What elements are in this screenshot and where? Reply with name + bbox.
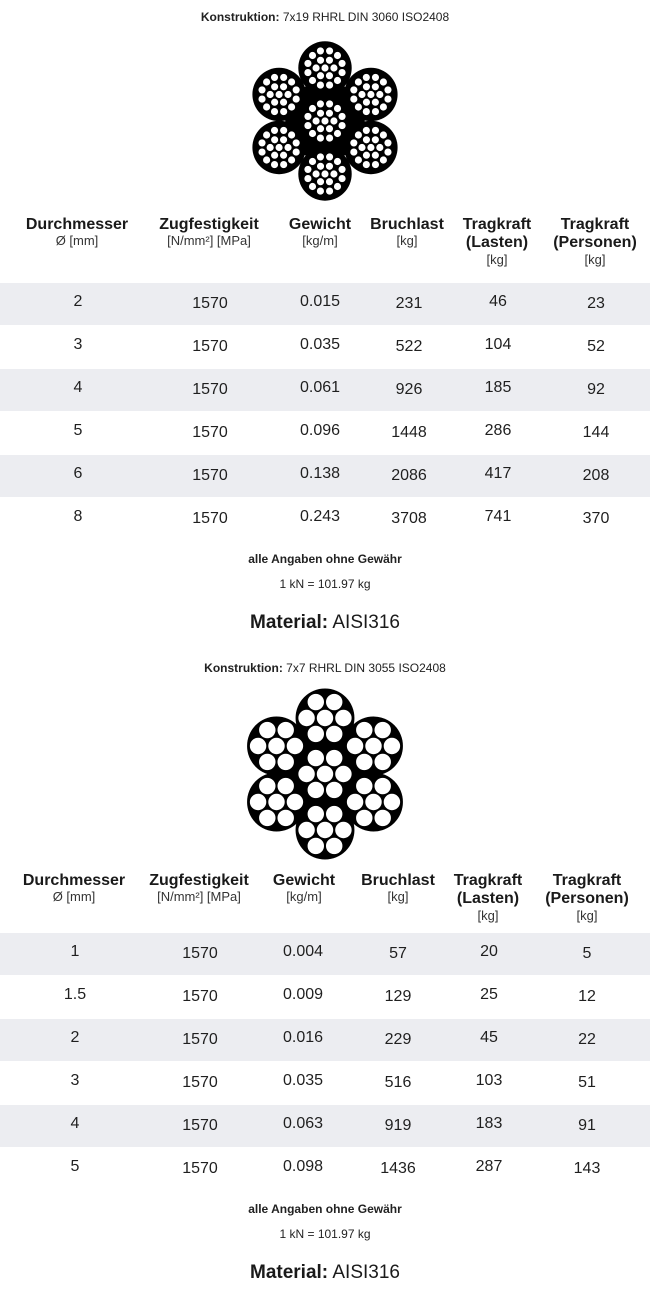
wire — [371, 107, 380, 116]
cell-capacity-persons: 144 — [582, 424, 610, 441]
wire — [371, 160, 380, 169]
cell-diameter: 4 — [73, 379, 83, 396]
construction-label: Konstruktion: — [204, 661, 283, 675]
cell-breaking-load: 516 — [384, 1074, 412, 1091]
table-row — [0, 1062, 650, 1104]
wire — [362, 73, 371, 82]
wire — [267, 793, 285, 811]
wire — [325, 837, 343, 855]
wire — [364, 737, 382, 755]
rope-cross-section-7x7-diagram — [234, 688, 416, 860]
cell-weight: 0.063 — [282, 1115, 324, 1132]
material-line — [0, 612, 650, 634]
wire — [292, 139, 301, 148]
material-line — [0, 1262, 650, 1284]
wire — [338, 59, 347, 68]
table-row — [0, 1148, 650, 1190]
wire — [249, 793, 267, 811]
cell-capacity-loads: 45 — [480, 1029, 498, 1046]
col-header-breaking-load: Bruchlast [kg] — [361, 872, 435, 905]
cell-weight: 0.035 — [282, 1072, 324, 1089]
cell-tensile-strength: 1570 — [192, 424, 228, 441]
wire — [258, 95, 267, 104]
wire — [349, 95, 358, 104]
cell-tensile-strength: 1570 — [182, 945, 218, 962]
wire — [270, 135, 279, 144]
wire — [384, 139, 393, 148]
wire — [279, 107, 288, 116]
table-row — [0, 412, 650, 454]
wire — [258, 148, 267, 157]
wire — [304, 174, 313, 183]
wire — [383, 793, 401, 811]
wire — [270, 73, 279, 82]
strand — [252, 68, 305, 121]
cell-tensile-strength: 1570 — [182, 1031, 218, 1048]
cell-breaking-load: 57 — [389, 945, 407, 962]
wire — [374, 777, 392, 795]
cell-capacity-persons: 208 — [582, 467, 610, 484]
wire — [298, 765, 316, 783]
strand — [344, 121, 397, 174]
wire — [307, 749, 325, 767]
wire — [316, 56, 325, 65]
wire — [316, 153, 325, 162]
wire — [307, 805, 325, 823]
wire — [374, 721, 392, 739]
cell-capacity-loads: 20 — [480, 943, 498, 960]
cell-capacity-loads: 25 — [480, 986, 498, 1003]
wire — [355, 777, 373, 795]
cell-weight: 0.061 — [299, 379, 341, 396]
wire — [267, 737, 285, 755]
wire — [277, 753, 295, 771]
cell-capacity-loads: 183 — [475, 1115, 503, 1132]
table-row — [0, 1019, 650, 1061]
cell-weight: 0.016 — [282, 1029, 324, 1046]
wire — [325, 109, 334, 118]
wire — [316, 709, 334, 727]
wire — [325, 693, 343, 711]
wire — [364, 793, 382, 811]
wire — [307, 693, 325, 711]
wire — [371, 98, 380, 107]
wire — [298, 709, 316, 727]
col-header-tensile-strength: Zugfestigkeit [N/mm²] [MPa] — [149, 872, 249, 905]
wire — [325, 124, 334, 133]
cell-capacity-loads: 103 — [475, 1072, 503, 1089]
wire — [371, 82, 380, 91]
wire — [307, 781, 325, 799]
cell-capacity-persons: 92 — [587, 381, 605, 398]
cell-breaking-load: 926 — [395, 381, 423, 398]
strand — [344, 68, 397, 121]
wire — [277, 777, 295, 795]
col-header-capacity-loads: Tragkraft (Lasten) [kg] — [462, 216, 532, 267]
col-header-capacity-loads: Tragkraft (Lasten) [kg] — [453, 872, 523, 923]
wire — [292, 86, 301, 95]
wire — [334, 821, 352, 839]
construction-label: Konstruktion: — [200, 10, 280, 24]
col-header-breaking-load: Bruchlast [kg] — [370, 216, 444, 249]
wire — [279, 151, 288, 160]
wire — [374, 753, 392, 771]
wire — [307, 837, 325, 855]
wire — [286, 793, 304, 811]
cell-tensile-strength: 1570 — [192, 381, 228, 398]
material-label: Material: — [250, 1262, 329, 1283]
wire — [334, 709, 352, 727]
col-header-weight: Gewicht [kg/m] — [288, 216, 352, 249]
wire — [279, 82, 288, 91]
rope-cross-section-7x19-diagram — [245, 36, 405, 206]
cell-weight: 0.004 — [282, 943, 324, 960]
cell-capacity-persons: 5 — [582, 945, 592, 962]
strand — [298, 94, 351, 147]
cell-capacity-persons: 143 — [573, 1160, 601, 1177]
wire — [279, 98, 288, 107]
cell-diameter: 1 — [70, 943, 80, 960]
wire — [325, 725, 343, 743]
wire — [277, 721, 295, 739]
cell-capacity-persons: 12 — [578, 988, 596, 1005]
cell-tensile-strength: 1570 — [192, 467, 228, 484]
wire — [325, 71, 334, 80]
wire — [383, 737, 401, 755]
cell-breaking-load: 231 — [395, 295, 423, 312]
cell-breaking-load: 3708 — [391, 510, 427, 527]
wire — [316, 821, 334, 839]
col-header-diameter: Durchmesser Ø [mm] — [22, 872, 126, 905]
cell-capacity-loads: 741 — [484, 508, 512, 525]
wire — [286, 737, 304, 755]
cell-diameter: 3 — [73, 336, 83, 353]
wire — [371, 151, 380, 160]
cell-diameter: 8 — [73, 508, 83, 525]
wire — [258, 809, 276, 827]
cell-capacity-loads: 286 — [484, 422, 512, 439]
wire — [338, 112, 347, 121]
disclaimer-note: alle Angaben ohne Gewähr — [248, 1202, 402, 1216]
cell-capacity-loads: 104 — [484, 336, 512, 353]
wire — [316, 109, 325, 118]
cell-diameter: 5 — [73, 422, 83, 439]
unit-conversion-note: 1 kN = 101.97 kg — [279, 577, 371, 591]
table-row — [0, 976, 650, 1018]
strand — [298, 41, 351, 94]
col-header-weight: Gewicht [kg/m] — [272, 872, 336, 905]
cell-capacity-loads: 46 — [489, 293, 507, 310]
strand — [298, 147, 351, 200]
table-row — [0, 1105, 650, 1147]
table-row — [0, 498, 650, 540]
construction-line — [0, 661, 650, 675]
wire — [304, 68, 313, 77]
cell-diameter: 1.5 — [63, 986, 87, 1003]
table-row — [0, 369, 650, 411]
wire — [325, 56, 334, 65]
table-row — [0, 283, 650, 325]
wire — [325, 805, 343, 823]
wire — [304, 121, 313, 130]
cell-tensile-strength: 1570 — [182, 988, 218, 1005]
wire — [249, 737, 267, 755]
cell-weight: 0.015 — [299, 293, 341, 310]
wire — [338, 165, 347, 174]
wire — [374, 809, 392, 827]
wire — [270, 126, 279, 135]
wire — [316, 100, 325, 109]
col-header-capacity-persons: Tragkraft (Personen) [kg] — [553, 216, 637, 267]
cell-capacity-persons: 22 — [578, 1031, 596, 1048]
cell-capacity-persons: 51 — [578, 1074, 596, 1091]
col-header-diameter: Durchmesser Ø [mm] — [25, 216, 129, 249]
cell-weight: 0.098 — [282, 1158, 324, 1175]
cell-tensile-strength: 1570 — [192, 338, 228, 355]
wire — [307, 725, 325, 743]
table-row — [0, 455, 650, 497]
wire — [362, 135, 371, 144]
cell-diameter: 3 — [70, 1072, 80, 1089]
cell-weight: 0.243 — [299, 508, 341, 525]
table-row — [0, 326, 650, 368]
material-label: Material: — [250, 612, 329, 633]
cell-breaking-load: 522 — [395, 338, 423, 355]
cell-diameter: 6 — [73, 465, 83, 482]
cell-breaking-load: 919 — [384, 1117, 412, 1134]
wire — [325, 187, 334, 196]
construction-value: 7x19 RHRL DIN 3060 ISO2408 — [282, 10, 450, 24]
cell-weight: 0.035 — [299, 336, 341, 353]
wire — [325, 134, 334, 143]
cell-breaking-load: 129 — [384, 988, 412, 1005]
wire — [258, 753, 276, 771]
construction-line — [0, 10, 650, 24]
wire — [316, 162, 325, 171]
wire — [298, 821, 316, 839]
cell-capacity-loads: 185 — [484, 379, 512, 396]
col-header-tensile-strength: Zugfestigkeit [N/mm²] [MPa] — [159, 216, 259, 249]
wire — [277, 809, 295, 827]
construction-value: 7x7 RHRL DIN 3055 ISO2408 — [286, 661, 446, 675]
wire — [270, 82, 279, 91]
wire — [325, 177, 334, 186]
cell-capacity-persons: 370 — [582, 510, 610, 527]
wire — [258, 777, 276, 795]
cell-breaking-load: 229 — [384, 1031, 412, 1048]
cell-diameter: 2 — [70, 1029, 80, 1046]
cell-tensile-strength: 1570 — [182, 1074, 218, 1091]
cell-capacity-persons: 23 — [587, 295, 605, 312]
cell-capacity-loads: 287 — [475, 1158, 503, 1175]
wire — [316, 765, 334, 783]
wire — [349, 148, 358, 157]
wire — [325, 781, 343, 799]
wire — [316, 47, 325, 56]
table-row — [0, 933, 650, 975]
material-value: AISI316 — [332, 612, 400, 633]
wire — [279, 160, 288, 169]
disclaimer-note: alle Angaben ohne Gewähr — [248, 552, 402, 566]
col-header-capacity-persons: Tragkraft (Personen) [kg] — [545, 872, 629, 923]
wire — [355, 753, 373, 771]
wire — [258, 721, 276, 739]
cell-tensile-strength: 1570 — [182, 1160, 218, 1177]
wire — [384, 86, 393, 95]
cell-tensile-strength: 1570 — [192, 510, 228, 527]
material-value: AISI316 — [332, 1262, 400, 1283]
cell-capacity-loads: 417 — [484, 465, 512, 482]
cell-breaking-load: 1448 — [391, 424, 427, 441]
wire — [346, 793, 364, 811]
cell-diameter: 4 — [70, 1115, 80, 1132]
cell-breaking-load: 1436 — [380, 1160, 416, 1177]
wire — [325, 749, 343, 767]
cell-breaking-load: 2086 — [391, 467, 427, 484]
wire — [355, 721, 373, 739]
cell-weight: 0.096 — [299, 422, 341, 439]
cell-tensile-strength: 1570 — [192, 295, 228, 312]
wire — [334, 765, 352, 783]
cell-capacity-persons: 52 — [587, 338, 605, 355]
cell-diameter: 5 — [70, 1158, 80, 1175]
unit-conversion-note: 1 kN = 101.97 kg — [279, 1227, 371, 1241]
cell-weight: 0.009 — [282, 986, 324, 1003]
cell-weight: 0.138 — [299, 465, 341, 482]
wire — [362, 126, 371, 135]
wire — [371, 135, 380, 144]
cell-tensile-strength: 1570 — [182, 1117, 218, 1134]
cell-capacity-persons: 91 — [578, 1117, 596, 1134]
strand — [296, 745, 355, 804]
wire — [325, 81, 334, 90]
wire — [279, 135, 288, 144]
wire — [325, 162, 334, 171]
wire — [355, 809, 373, 827]
strand — [252, 121, 305, 174]
wire — [362, 82, 371, 91]
cell-diameter: 2 — [73, 293, 83, 310]
wire — [346, 737, 364, 755]
